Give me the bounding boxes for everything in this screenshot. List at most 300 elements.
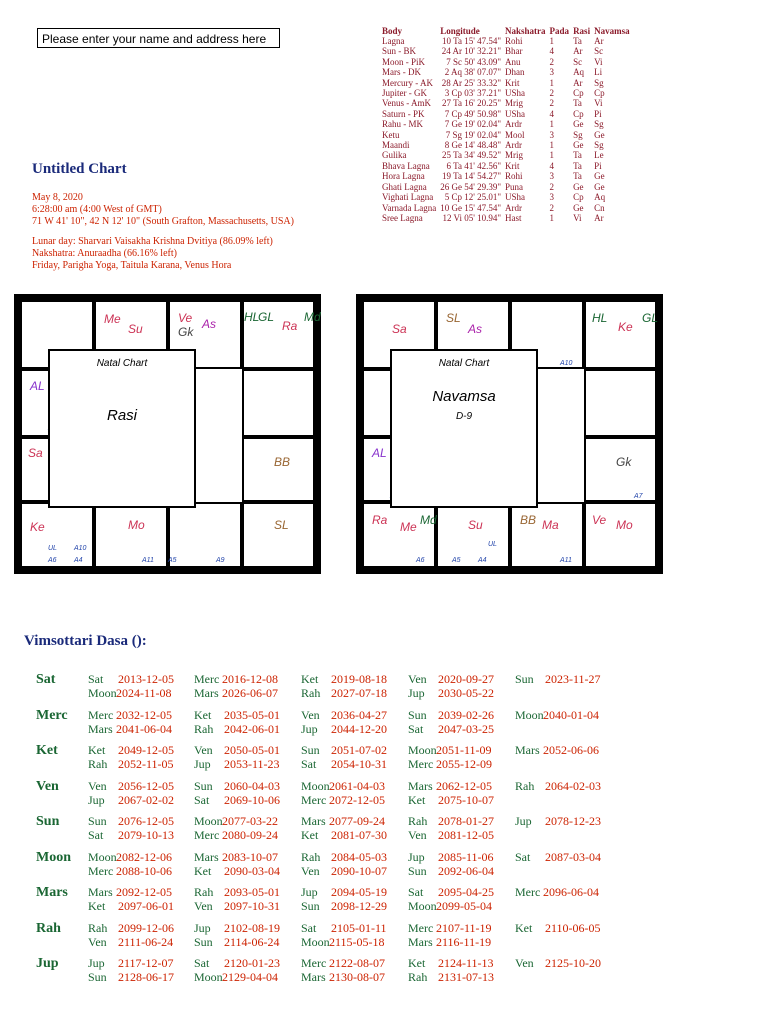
table-row [382, 192, 634, 202]
antardasa-planet: Merc [301, 792, 327, 807]
antardasa-date: 2088-10-06 [116, 863, 172, 878]
antardasa-entry [88, 921, 174, 936]
antardasa-entry [301, 793, 385, 808]
table-cell: Vi [594, 56, 603, 67]
table-cell: 4 [549, 46, 555, 57]
table-cell: Puna [505, 181, 524, 192]
antardasa-planet: Sat [408, 721, 424, 736]
arudha-label: A11 [560, 557, 572, 564]
antardasa-entry [408, 722, 494, 737]
table-cell: 1 [549, 140, 555, 151]
rasi-house-cell [242, 300, 321, 369]
table-cell: Ge [594, 171, 605, 182]
antardasa-entry [408, 814, 494, 829]
name-address-input[interactable]: Please enter your name and address here [37, 28, 280, 48]
table-cell: Ghati Lagna [382, 181, 427, 192]
navamsa-house-cell [436, 502, 510, 568]
dasa-title: Vimsottari Dasa (): [24, 633, 147, 649]
antardasa-date: 2060-04-03 [224, 778, 280, 793]
table-cell: Mool [505, 129, 525, 140]
antardasa-entry [301, 757, 387, 772]
arudha-label: UL [48, 545, 57, 552]
antardasa-entry [408, 828, 494, 843]
antardasa-planet: Sat [408, 885, 424, 899]
table-row [382, 150, 634, 160]
table-cell: 6 Ta 41' 42.56" [446, 160, 502, 171]
table-cell: Cp [594, 88, 605, 99]
table-cell: 3 [549, 171, 555, 182]
navamsa-house-cell [584, 300, 657, 369]
planet-label: Mo [616, 518, 633, 532]
antardasa-planet: Sun [194, 934, 213, 949]
antardasa-date: 2078-01-27 [438, 814, 494, 828]
table-cell: Jupiter - GK [382, 88, 427, 99]
antardasa-planet: Moon [408, 743, 437, 757]
antardasa-date: 2076-12-05 [118, 814, 174, 828]
table-cell: Sc [594, 46, 604, 57]
table-cell: Ardr [505, 140, 523, 151]
table-row [382, 57, 634, 67]
antardasa-entry [194, 899, 280, 914]
antardasa-planet: Rah [515, 778, 535, 793]
antardasa-planet: Jup [301, 885, 318, 899]
antardasa-date: 2020-09-27 [438, 672, 494, 686]
table-row [382, 203, 634, 213]
antardasa-date: 2081-12-05 [438, 828, 494, 842]
table-cell: Sg [573, 129, 583, 140]
arudha-label: A10 [74, 545, 87, 552]
antardasa-date: 2120-01-23 [224, 956, 280, 970]
antardasa-planet: Ket [88, 743, 106, 757]
antardasa-planet: Ven [301, 863, 320, 878]
antardasa-entry [88, 970, 174, 985]
table-cell: 2 [549, 181, 555, 192]
antardasa-date: 2084-05-03 [331, 849, 387, 864]
rasi-house-cell [20, 502, 94, 568]
navamsa-chart [356, 294, 663, 574]
antardasa-planet: Mars [194, 686, 219, 700]
table-cell: Bhar [505, 46, 523, 57]
table-cell: Vi [573, 212, 582, 223]
antardasa-date: 2092-12-05 [116, 885, 172, 899]
antardasa-entry [301, 743, 387, 758]
antardasa-date: 2114-06-24 [224, 934, 280, 949]
antardasa-planet: Sat [88, 672, 104, 686]
planet-label: As [468, 322, 483, 336]
antardasa-entry [194, 935, 280, 950]
antardasa-planet: Ket [194, 863, 212, 878]
planet-positions-table [382, 26, 634, 223]
antardasa-planet: Ket [88, 899, 106, 913]
arudha-label: A6 [416, 557, 425, 564]
table-cell: Krit [505, 160, 520, 171]
antardasa-entry [88, 828, 174, 843]
antardasa-entry [88, 935, 173, 950]
planet-label: HL [244, 310, 260, 324]
birth-date: May 8, 2020 [32, 192, 83, 203]
planet-label: Sa [392, 322, 407, 336]
antardasa-date: 2096-06-04 [543, 885, 599, 899]
antardasa-entry [88, 743, 174, 758]
antardasa-date: 2122-08-07 [329, 956, 385, 970]
table-cell: 7 Sg 19' 02.04" [445, 129, 502, 140]
antardasa-planet: Moon [88, 849, 117, 864]
table-cell: Ta [573, 171, 582, 182]
antardasa-entry [515, 708, 599, 723]
table-cell: Saturn - PK [382, 108, 425, 119]
antardasa-date: 2049-12-05 [118, 743, 174, 757]
table-cell: Ar [573, 46, 583, 57]
rasi-house-cell [242, 502, 315, 568]
antardasa-date: 2090-10-07 [331, 863, 387, 878]
antardasa-planet: Ven [408, 828, 427, 842]
arudha-label: A9 [216, 557, 225, 564]
table-cell: Dhan [505, 67, 525, 78]
table-cell: Cp [573, 88, 584, 99]
antardasa-entry [194, 672, 278, 687]
antardasa-planet: Moon [194, 814, 223, 828]
planet-label: Sa [28, 446, 43, 460]
antardasa-planet: Sun [194, 778, 213, 793]
column-header: Pada [549, 26, 570, 36]
antardasa-entry [194, 814, 278, 829]
arudha-label: A4 [74, 557, 83, 564]
antardasa-entry [88, 757, 174, 772]
table-cell: 4 [549, 160, 555, 171]
table-row [382, 78, 634, 88]
antardasa-entry [194, 921, 280, 936]
antardasa-planet: Mars [408, 778, 433, 793]
antardasa-planet: Sun [515, 672, 534, 686]
antardasa-date: 2035-05-01 [224, 707, 280, 722]
navamsa-varga: D-9 [455, 411, 473, 422]
table-cell: Sg [594, 77, 604, 88]
antardasa-entry [408, 864, 494, 879]
dasa-period-label: Sun [36, 814, 60, 829]
antardasa-date: 2051-11-09 [436, 743, 492, 757]
antardasa-entry [408, 956, 494, 971]
antardasa-date: 2078-12-23 [545, 814, 601, 828]
table-cell: 28 Ar 25' 33.32" [441, 77, 502, 88]
navamsa-house-cell [362, 502, 436, 568]
table-cell: USha [505, 88, 526, 99]
antardasa-entry [88, 864, 172, 879]
antardasa-date: 2016-12-08 [222, 672, 278, 686]
table-row [382, 182, 634, 192]
antardasa-date: 2055-12-09 [436, 757, 492, 771]
column-header: Body [382, 26, 403, 36]
table-cell: Aq [573, 67, 585, 78]
antardasa-planet: Ven [88, 778, 107, 793]
antardasa-planet: Rah [194, 885, 214, 899]
antardasa-entry [301, 970, 385, 985]
antardasa-planet: Moon [301, 934, 330, 949]
antardasa-date: 2083-10-07 [222, 849, 278, 864]
antardasa-date: 2056-12-05 [118, 778, 174, 793]
antardasa-planet: Moon [515, 707, 544, 722]
antardasa-planet: Sun [301, 743, 320, 757]
antardasa-planet: Merc [301, 956, 327, 970]
antardasa-planet: Sat [194, 792, 210, 807]
antardasa-entry [408, 743, 492, 758]
antardasa-date: 2052-06-06 [543, 743, 599, 757]
table-cell: 3 Cp 03' 37.21" [444, 88, 502, 99]
table-cell: 3 [549, 192, 555, 203]
table-cell: Ar [594, 36, 604, 46]
antardasa-date: 2094-05-19 [331, 885, 387, 899]
antardasa-date: 2130-08-07 [329, 970, 385, 984]
antardasa-date: 2027-07-18 [331, 686, 387, 700]
antardasa-entry [194, 686, 278, 701]
column-header: Nakshatra [505, 26, 546, 36]
table-cell: 26 Ge 54' 29.39" [440, 181, 502, 192]
table-cell: Ge [573, 119, 584, 130]
planet-label: Mo [128, 518, 145, 532]
antardasa-entry [88, 899, 174, 914]
antardasa-entry [408, 935, 491, 950]
antardasa-date: 2124-11-13 [438, 956, 494, 970]
table-cell: Ar [573, 77, 583, 88]
antardasa-planet: Rah [301, 686, 321, 700]
antardasa-entry [88, 672, 174, 687]
antardasa-entry [194, 885, 280, 900]
antardasa-entry [88, 793, 174, 808]
table-row [382, 36, 634, 46]
column-header: Longitude [440, 26, 480, 36]
antardasa-date: 2077-09-24 [329, 814, 385, 828]
table-cell: 10 Ge 15' 47.54" [440, 202, 502, 213]
antardasa-planet: Mars [301, 970, 326, 984]
dasa-period-label: Rah [36, 920, 61, 936]
antardasa-planet: Merc [408, 920, 434, 935]
table-cell: Mrig [505, 150, 524, 161]
antardasa-planet: Merc [515, 885, 541, 899]
antardasa-entry [515, 743, 599, 758]
arudha-label: A10 [560, 360, 573, 367]
antardasa-planet: Jup [88, 792, 105, 807]
table-cell: USha [505, 192, 526, 203]
antardasa-entry [301, 708, 387, 723]
table-cell: Ardr [505, 202, 523, 213]
planet-label: BB [274, 455, 291, 469]
antardasa-date: 2047-03-25 [438, 721, 494, 736]
antardasa-date: 2117-12-07 [118, 956, 174, 970]
table-cell: Anu [505, 56, 521, 67]
antardasa-entry [88, 885, 172, 900]
rasi-name: Rasi [106, 407, 137, 424]
antardasa-date: 2023-11-27 [545, 672, 601, 686]
antardasa-date: 2128-06-17 [118, 970, 174, 984]
antardasa-date: 2064-02-03 [545, 778, 601, 793]
table-cell: Gulika [382, 150, 407, 161]
planet-label: BB [520, 513, 537, 527]
table-cell: 27 Ta 16' 20.25" [442, 98, 502, 109]
planet-label: SL [446, 311, 461, 325]
antardasa-date: 2098-12-29 [331, 899, 387, 913]
table-cell: Krit [505, 77, 520, 88]
antardasa-date: 2099-05-04 [436, 899, 492, 913]
antardasa-date: 2082-12-06 [116, 849, 172, 864]
antardasa-entry [88, 708, 172, 723]
table-cell: 2 Aq 38' 07.07" [444, 67, 502, 78]
antardasa-planet: Ket [194, 707, 212, 722]
antardasa-date: 2102-08-19 [224, 920, 280, 935]
antardasa-entry [408, 672, 494, 687]
table-cell: Pi [594, 160, 602, 171]
table-cell: Aq [594, 192, 606, 203]
dasa-period-label: Mars [36, 885, 68, 900]
antardasa-planet: Ket [301, 828, 319, 842]
antardasa-entry [194, 970, 278, 985]
table-cell: Cn [594, 202, 605, 213]
table-cell: 1 [549, 119, 555, 130]
antardasa-planet: Moon [194, 970, 223, 984]
antardasa-entry [301, 864, 387, 879]
table-cell: 12 Vi 05' 10.94" [442, 212, 502, 223]
antardasa-date: 2052-11-05 [118, 757, 174, 771]
antardasa-entry [515, 850, 601, 865]
antardasa-entry [515, 672, 601, 687]
antardasa-planet: Jup [408, 686, 425, 700]
antardasa-planet: Merc [88, 707, 114, 722]
antardasa-date: 2097-10-31 [224, 899, 280, 913]
antardasa-entry [194, 956, 280, 971]
table-cell: Ge [573, 181, 584, 192]
antardasa-planet: Moon [88, 686, 117, 700]
antardasa-date: 2099-12-06 [118, 920, 174, 935]
table-cell: Ta [573, 98, 582, 109]
antardasa-date: 2053-11-23 [224, 757, 280, 771]
planet-label: AL [372, 446, 387, 460]
dasa-period-label: Ven [36, 778, 59, 794]
antardasa-entry [515, 814, 601, 829]
table-row [382, 109, 634, 119]
navamsa-name: Navamsa [432, 388, 496, 405]
dasa-period-label: Jup [36, 956, 59, 971]
antardasa-planet: Rah [301, 849, 321, 864]
antardasa-date: 2110-06-05 [545, 920, 601, 935]
table-cell: Li [594, 67, 603, 78]
antardasa-entry [408, 686, 494, 701]
antardasa-entry [88, 956, 174, 971]
antardasa-planet: Sat [194, 956, 210, 970]
antardasa-planet: Ven [194, 899, 213, 913]
antardasa-date: 2129-04-04 [222, 970, 278, 984]
antardasa-entry [301, 885, 387, 900]
nakshatra-info: Nakshatra: Anuraadha (66.16% left) [32, 248, 177, 259]
antardasa-planet: Ket [301, 672, 319, 686]
table-cell: Ge [594, 181, 605, 192]
table-cell: 3 [549, 129, 555, 140]
antardasa-planet: Sun [408, 707, 427, 722]
dasa-period-label: Moon [36, 849, 71, 865]
chart-title: Untitled Chart [32, 161, 127, 177]
antardasa-planet: Mars [515, 743, 540, 757]
table-cell: Ge [573, 140, 584, 151]
antardasa-entry [301, 686, 387, 701]
planet-label: Ma [542, 518, 559, 532]
table-cell: 2 [549, 88, 555, 99]
antardasa-date: 2131-07-13 [438, 970, 494, 984]
table-cell: Maandi [382, 140, 410, 151]
table-row [382, 98, 634, 108]
antardasa-entry [515, 885, 599, 900]
antardasa-date: 2085-11-06 [438, 849, 494, 864]
antardasa-entry [88, 686, 172, 701]
antardasa-date: 2067-02-02 [118, 792, 174, 807]
antardasa-entry [88, 722, 172, 737]
rasi-house-cell [242, 369, 315, 437]
antardasa-entry [194, 757, 280, 772]
antardasa-planet: Ven [194, 743, 213, 757]
table-cell: 7 Sc 50' 43.09" [446, 56, 502, 67]
arudha-label: A5 [452, 557, 461, 564]
antardasa-planet: Merc [408, 757, 434, 771]
table-cell: 2 [549, 202, 555, 213]
antardasa-date: 2107-11-19 [436, 920, 492, 935]
antardasa-entry [194, 864, 280, 879]
antardasa-planet: Rah [408, 970, 428, 984]
antardasa-entry [194, 828, 278, 843]
antardasa-entry [88, 814, 174, 829]
table-cell: 19 Ta 14' 54.27" [442, 171, 502, 182]
antardasa-entry [194, 722, 280, 737]
antardasa-date: 2092-06-04 [438, 863, 494, 878]
planet-label: AL [30, 379, 45, 393]
planet-label: Ra [282, 319, 298, 333]
antardasa-date: 2080-09-24 [222, 828, 278, 842]
antardasa-planet: Sat [301, 920, 317, 935]
arudha-label: A4 [478, 557, 487, 564]
table-cell: Ge [573, 202, 584, 213]
antardasa-planet: Mars [194, 849, 219, 864]
table-cell: 25 Ta 34' 49.52" [442, 150, 502, 161]
antardasa-planet: Moon [408, 899, 437, 913]
table-cell: 2 [549, 98, 555, 109]
antardasa-date: 2039-02-26 [438, 707, 494, 722]
table-cell: 2 [549, 56, 555, 67]
table-row [382, 46, 634, 56]
rasi-house-cell [168, 502, 242, 568]
antardasa-entry [88, 850, 172, 865]
rasi-chart [14, 294, 321, 574]
antardasa-entry [301, 672, 387, 687]
antardasa-date: 2105-01-11 [331, 920, 387, 935]
antardasa-planet: Rah [88, 757, 108, 771]
dasa-period-label: Sat [36, 672, 56, 687]
birth-time: 6:28:00 am (4:00 West of GMT) [32, 204, 162, 215]
antardasa-entry [194, 779, 280, 794]
antardasa-planet: Sun [408, 863, 427, 878]
antardasa-date: 2095-04-25 [438, 885, 494, 899]
table-cell: Sg [594, 140, 604, 151]
antardasa-planet: Ket [408, 792, 426, 807]
antardasa-planet: Jup [408, 849, 425, 864]
antardasa-entry [88, 779, 174, 794]
navamsa-house-cell [510, 502, 584, 568]
arudha-label: UL [488, 541, 497, 548]
antardasa-planet: Sun [301, 899, 320, 913]
table-cell: Mercury - AK [382, 77, 433, 88]
antardasa-entry [194, 793, 280, 808]
table-row [382, 67, 634, 77]
planet-label: Md [420, 513, 437, 527]
antardasa-date: 2072-12-05 [329, 792, 385, 807]
antardasa-date: 2030-05-22 [438, 686, 494, 700]
table-cell: 1 [549, 77, 555, 88]
antardasa-planet: Ket [515, 920, 533, 935]
antardasa-date: 2097-06-01 [118, 899, 174, 913]
